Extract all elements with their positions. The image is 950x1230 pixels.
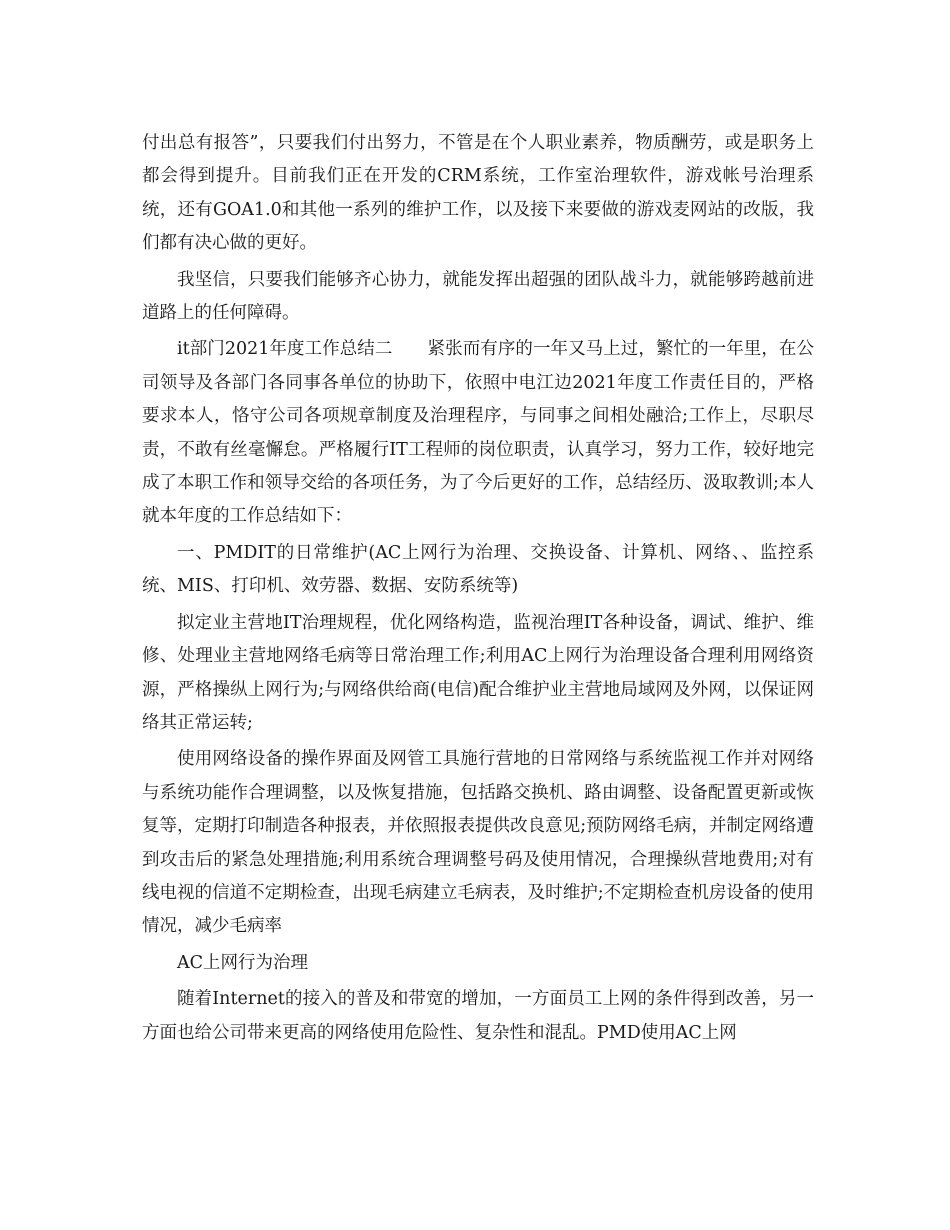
body-paragraph: 拟定业主营地IT治理规程，优化网络构造，监视治理IT各种设备，调试、维护、维修、处理业主营地网络毛病等日常治理工作;利用AC上网行为治理设备合理利用网络资源，严格操纵上网行为;与网络供给商(电信)配合维护业主营地局域网及外网，以保证网络其正常运转; [142, 612, 814, 733]
body-paragraph: 使用网络设备的操作界面及网管工具施行营地的日常网络与系统监视工作并对网络与系统功能作合理调整，以及恢复措施，包括路交换机、路由调整、设备配置更新或恢复等，定期打印制造各种报表，并依照报表提供改良意见;预防网络毛病，并制定网络遭到攻击后的紧急处理措施;利用系统合理调整号码及使用情况，合理操纵营地费用;对有线电视的信道不定期检查，出现毛病建立毛病表，及时维护;不定期检查机房设备的使用情况，减少毛病率 [142, 749, 814, 937]
body-paragraph: 付出总有报答”，只要我们付出努力，不管是在个人职业素养，物质酬劳，或是职务上都会得到提升。目前我们正在开发的CRM系统，工作室治理软件，游戏帐号治理系统，还有GOA1.0和其他一系列的维护工作，以及接下来要做的游戏麦网站的改版，我们都有决心做的更好。 [142, 133, 814, 254]
body-paragraph: 我坚信，只要我们能够齐心协力，就能发挥出超强的团队战斗力，就能够跨越前进道路上的任何障碍。 [142, 269, 814, 324]
body-paragraph: it部门2021年度工作总结二 紧张而有序的一年又马上过，繁忙的一年里，在公司领导及各部门各同事各单位的协助下，依照中电江边2021年度工作责任目的，严格要求本人，恪守公司各项规章制度及治理程序，与同事之间相处融洽;工作上，尽职尽责，不敢有丝毫懈怠。严格履行IT工程师的岗位职责，认真学习，努力工作，较好地完成了本职工作和领导交给的各项任务，为了今后更好的工作，总结经历、汲取教训;本人就本年度的工作总结如下： [142, 339, 814, 527]
subsection-heading: AC上网行为治理 [177, 952, 309, 973]
section-heading: 一、PMDIT的日常维护(AC上网行为治理、交换设备、计算机、网络、、监控系统、MIS、打印机、效劳器、数据、安防系统等) [142, 542, 814, 597]
document-body [142, 127, 814, 1050]
body-paragraph: 随着Internet的接入的普及和带宽的增加，一方面员工上网的条件得到改善，另一方面也给公司带来更高的网络使用危险性、复杂性和混乱。PMD使用AC上网 [142, 989, 814, 1043]
